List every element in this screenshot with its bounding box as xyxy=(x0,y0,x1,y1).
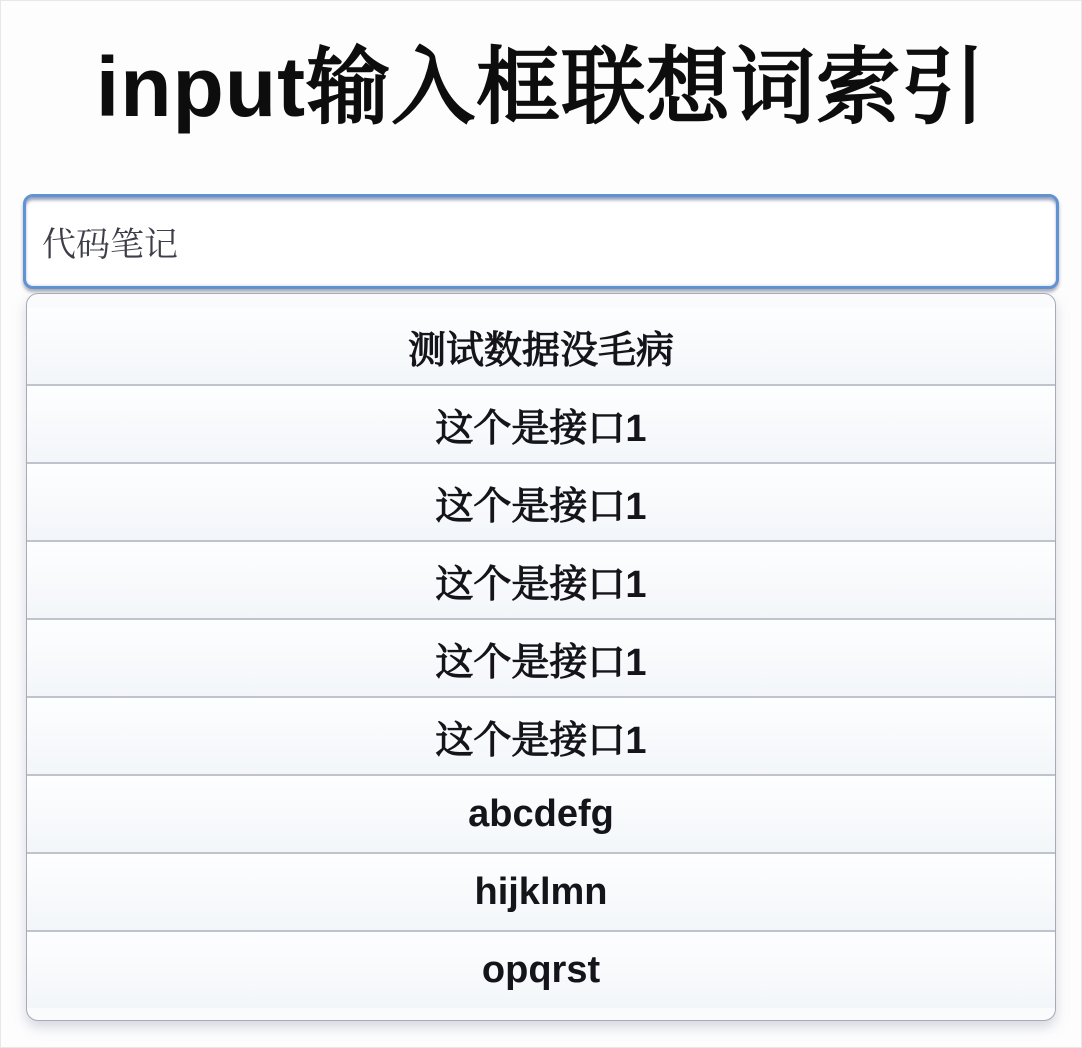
page-container xyxy=(1,1,1081,1021)
suggestion-item[interactable]: opqrst xyxy=(27,932,1055,1008)
suggestion-item[interactable]: 这个是接口1 xyxy=(27,620,1055,698)
suggestion-item[interactable]: abcdefg xyxy=(27,776,1055,854)
suggestion-item[interactable]: hijklmn xyxy=(27,854,1055,932)
suggestion-item[interactable]: 这个是接口1 xyxy=(27,464,1055,542)
search-input[interactable] xyxy=(23,194,1059,289)
page-title: input输入框联想词索引 xyxy=(95,40,987,134)
suggestion-item[interactable]: 这个是接口1 xyxy=(27,386,1055,464)
suggestion-item[interactable]: 测试数据没毛病 xyxy=(27,308,1055,386)
suggestion-item[interactable]: 这个是接口1 xyxy=(27,698,1055,776)
suggestion-list xyxy=(26,293,1056,1021)
suggestion-item[interactable]: 这个是接口1 xyxy=(27,542,1055,620)
